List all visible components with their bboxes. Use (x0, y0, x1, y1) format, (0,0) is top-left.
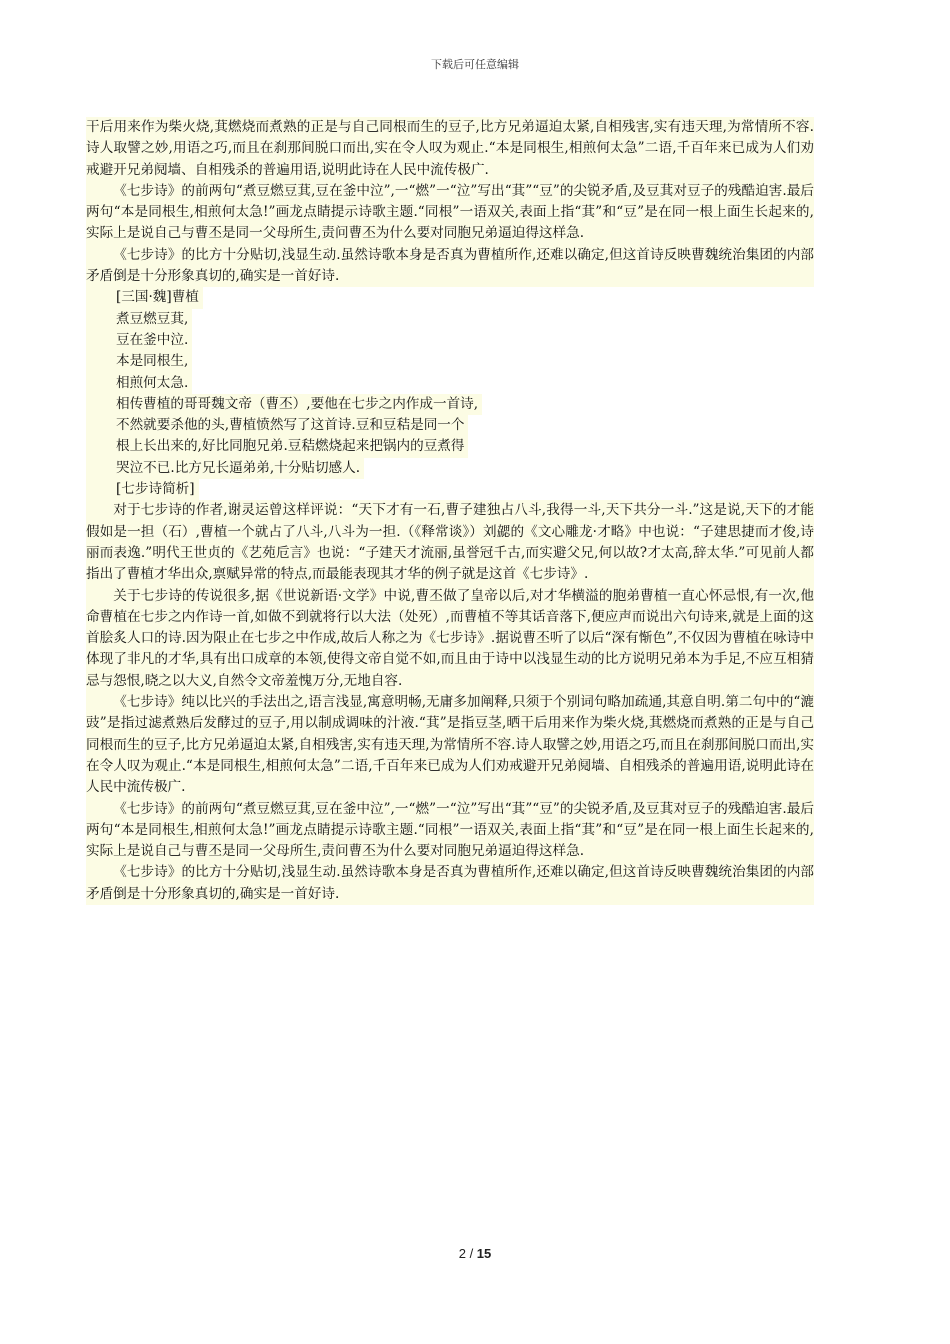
page-header: 下载后可任意编辑 (431, 58, 519, 71)
paragraph: 关于七步诗的传说很多,据《世说新语·文学》中说,曹丕做了皇帝以后,对才华横溢的胞弟曹植一直心怀忌恨,有一次,他命曹植在七步之内作诗一首,如做不到就将行以大法（处死）,而曹植不等其话音落下,便应声而说出六句诗来,就是上面的这首脍炙人口的诗.因为限止在七步之中作成,故后人称之为《七步诗》.据说曹丕听了以后“深有惭色”,不仅因为曹植在咏诗中体现了非凡的才华,具有出口成章的本领,使得文帝自觉不如,而且由于诗中以浅显生动的比方说明兄弟本为手足,不应互相猜忌与怨恨,晓之以大义,自然令文帝羞愧万分,无地自容. (86, 586, 814, 692)
poem-block (86, 287, 814, 500)
poem-line: 豆在釜中泣. (86, 330, 192, 351)
page-number (0, 1246, 950, 1261)
paragraph: 干后用来作为柴火烧,萁燃烧而煮熟的正是与自己同根而生的豆子,比方兄弟逼迫太紧,自相残害,实有违天理,为常情所不容.诗人取譬之妙,用语之巧,而且在刹那间脱口而出,实在令人叹为观止.“本是同根生,相煎何太急”二语,千百年来已成为人们劝戒避开兄弟阋墙、自相残杀的普遍用语,说明此诗在人民中流传极广. (86, 117, 814, 181)
paragraph: 《七步诗》纯以比兴的手法出之,语言浅显,寓意明畅,无庸多加阐释,只须于个别词句略加疏通,其意自明.第二句中的“漉豉”是指过滤煮熟后发酵过的豆子,用以制成调味的汁液.“萁”是指豆茎,晒干后用来作为柴火烧,萁燃烧而煮熟的正是与自己同根而生的豆子,比方兄弟逼迫太紧,自相残害,实有违天理,为常情所不容.诗人取譬之妙,用语之巧,而且在刹那间脱口而出,实在令人叹为观止.“本是同根生,相煎何太急”二语,千百年来已成为人们劝戒避开兄弟阋墙、自相残杀的普遍用语,说明此诗在人民中流传极广. (86, 692, 814, 798)
section-heading: [七步诗简析] (86, 479, 199, 500)
document-body (86, 117, 814, 905)
poem-note-line: 哭泣不已.比方兄长逼弟弟,十分贴切感人. (86, 458, 364, 479)
page-current: 2 (458, 1246, 466, 1261)
poem-author: [三国·魏]曹植 (86, 287, 203, 308)
poem-note-line: 不然就要杀他的头,曹植愤然写了这首诗.豆和豆秸是同一个 (86, 415, 468, 436)
poem-note-line: 相传曹植的哥哥魏文帝（曹丕）,要他在七步之内作成一首诗, (86, 394, 482, 415)
paragraph: 《七步诗》的前两句“煮豆燃豆萁,豆在釜中泣”,一“燃”一“泣”写出“萁”“豆”的尖锐矛盾,及豆萁对豆子的残酷迫害.最后两句“本是同根生,相煎何太急!”画龙点睛提示诗歌主题.“同根”一语双关,表面上指“萁”和“豆”是在同一根上面生长起来的,实际上是说自己与曹丕是同一父母所生,责问曹丕为什么要对同胞兄弟逼迫得这样急. (86, 799, 814, 863)
poem-line: 煮豆燃豆萁, (86, 309, 192, 330)
paragraph: 《七步诗》的比方十分贴切,浅显生动.虽然诗歌本身是否真为曹植所作,还难以确定,但这首诗反映曹魏统治集团的内部矛盾倒是十分形象真切的,确实是一首好诗. (86, 245, 814, 288)
poem-line: 本是同根生, (86, 351, 192, 372)
paragraph: 对于七步诗的作者,谢灵运曾这样评说：“天下才有一石,曹子建独占八斗,我得一斗,天下共分一斗.”这是说,天下的才能假如是一担（石）,曹植一个就占了八斗,八斗为一担.（《释常谈》）刘勰的《文心雕龙·才略》中也说：“子建思捷而才俊,诗丽而表逸.”明代王世贞的《艺苑卮言》也说：“子建天才流丽,虽誉冠千古,而实避父兄,何以故?才太高,辞太华.”可见前人都指出了曹植才华出众,禀赋异常的特点,而最能表现其才华的例子就是这首《七步诗》. (86, 500, 814, 585)
page-total: 15 (476, 1246, 492, 1261)
paragraph: 《七步诗》的前两句“煮豆燃豆萁,豆在釜中泣”,一“燃”一“泣”写出“萁”“豆”的尖锐矛盾,及豆萁对豆子的残酷迫害.最后两句“本是同根生,相煎何太急!”画龙点睛提示诗歌主题.“同根”一语双关,表面上指“萁”和“豆”是在同一根上面生长起来的,实际上是说自己与曹丕是同一父母所生,责问曹丕为什么要对同胞兄弟逼迫得这样急. (86, 181, 814, 245)
page-separator: / (465, 1246, 477, 1261)
paragraph: 《七步诗》的比方十分贴切,浅显生动.虽然诗歌本身是否真为曹植所作,还难以确定,但这首诗反映曹魏统治集团的内部矛盾倒是十分形象真切的,确实是一首好诗. (86, 862, 814, 905)
poem-note-line: 根上长出来的,好比同胞兄弟.豆秸燃烧起来把锅内的豆煮得 (86, 436, 468, 457)
poem-line: 相煎何太急. (86, 373, 192, 394)
